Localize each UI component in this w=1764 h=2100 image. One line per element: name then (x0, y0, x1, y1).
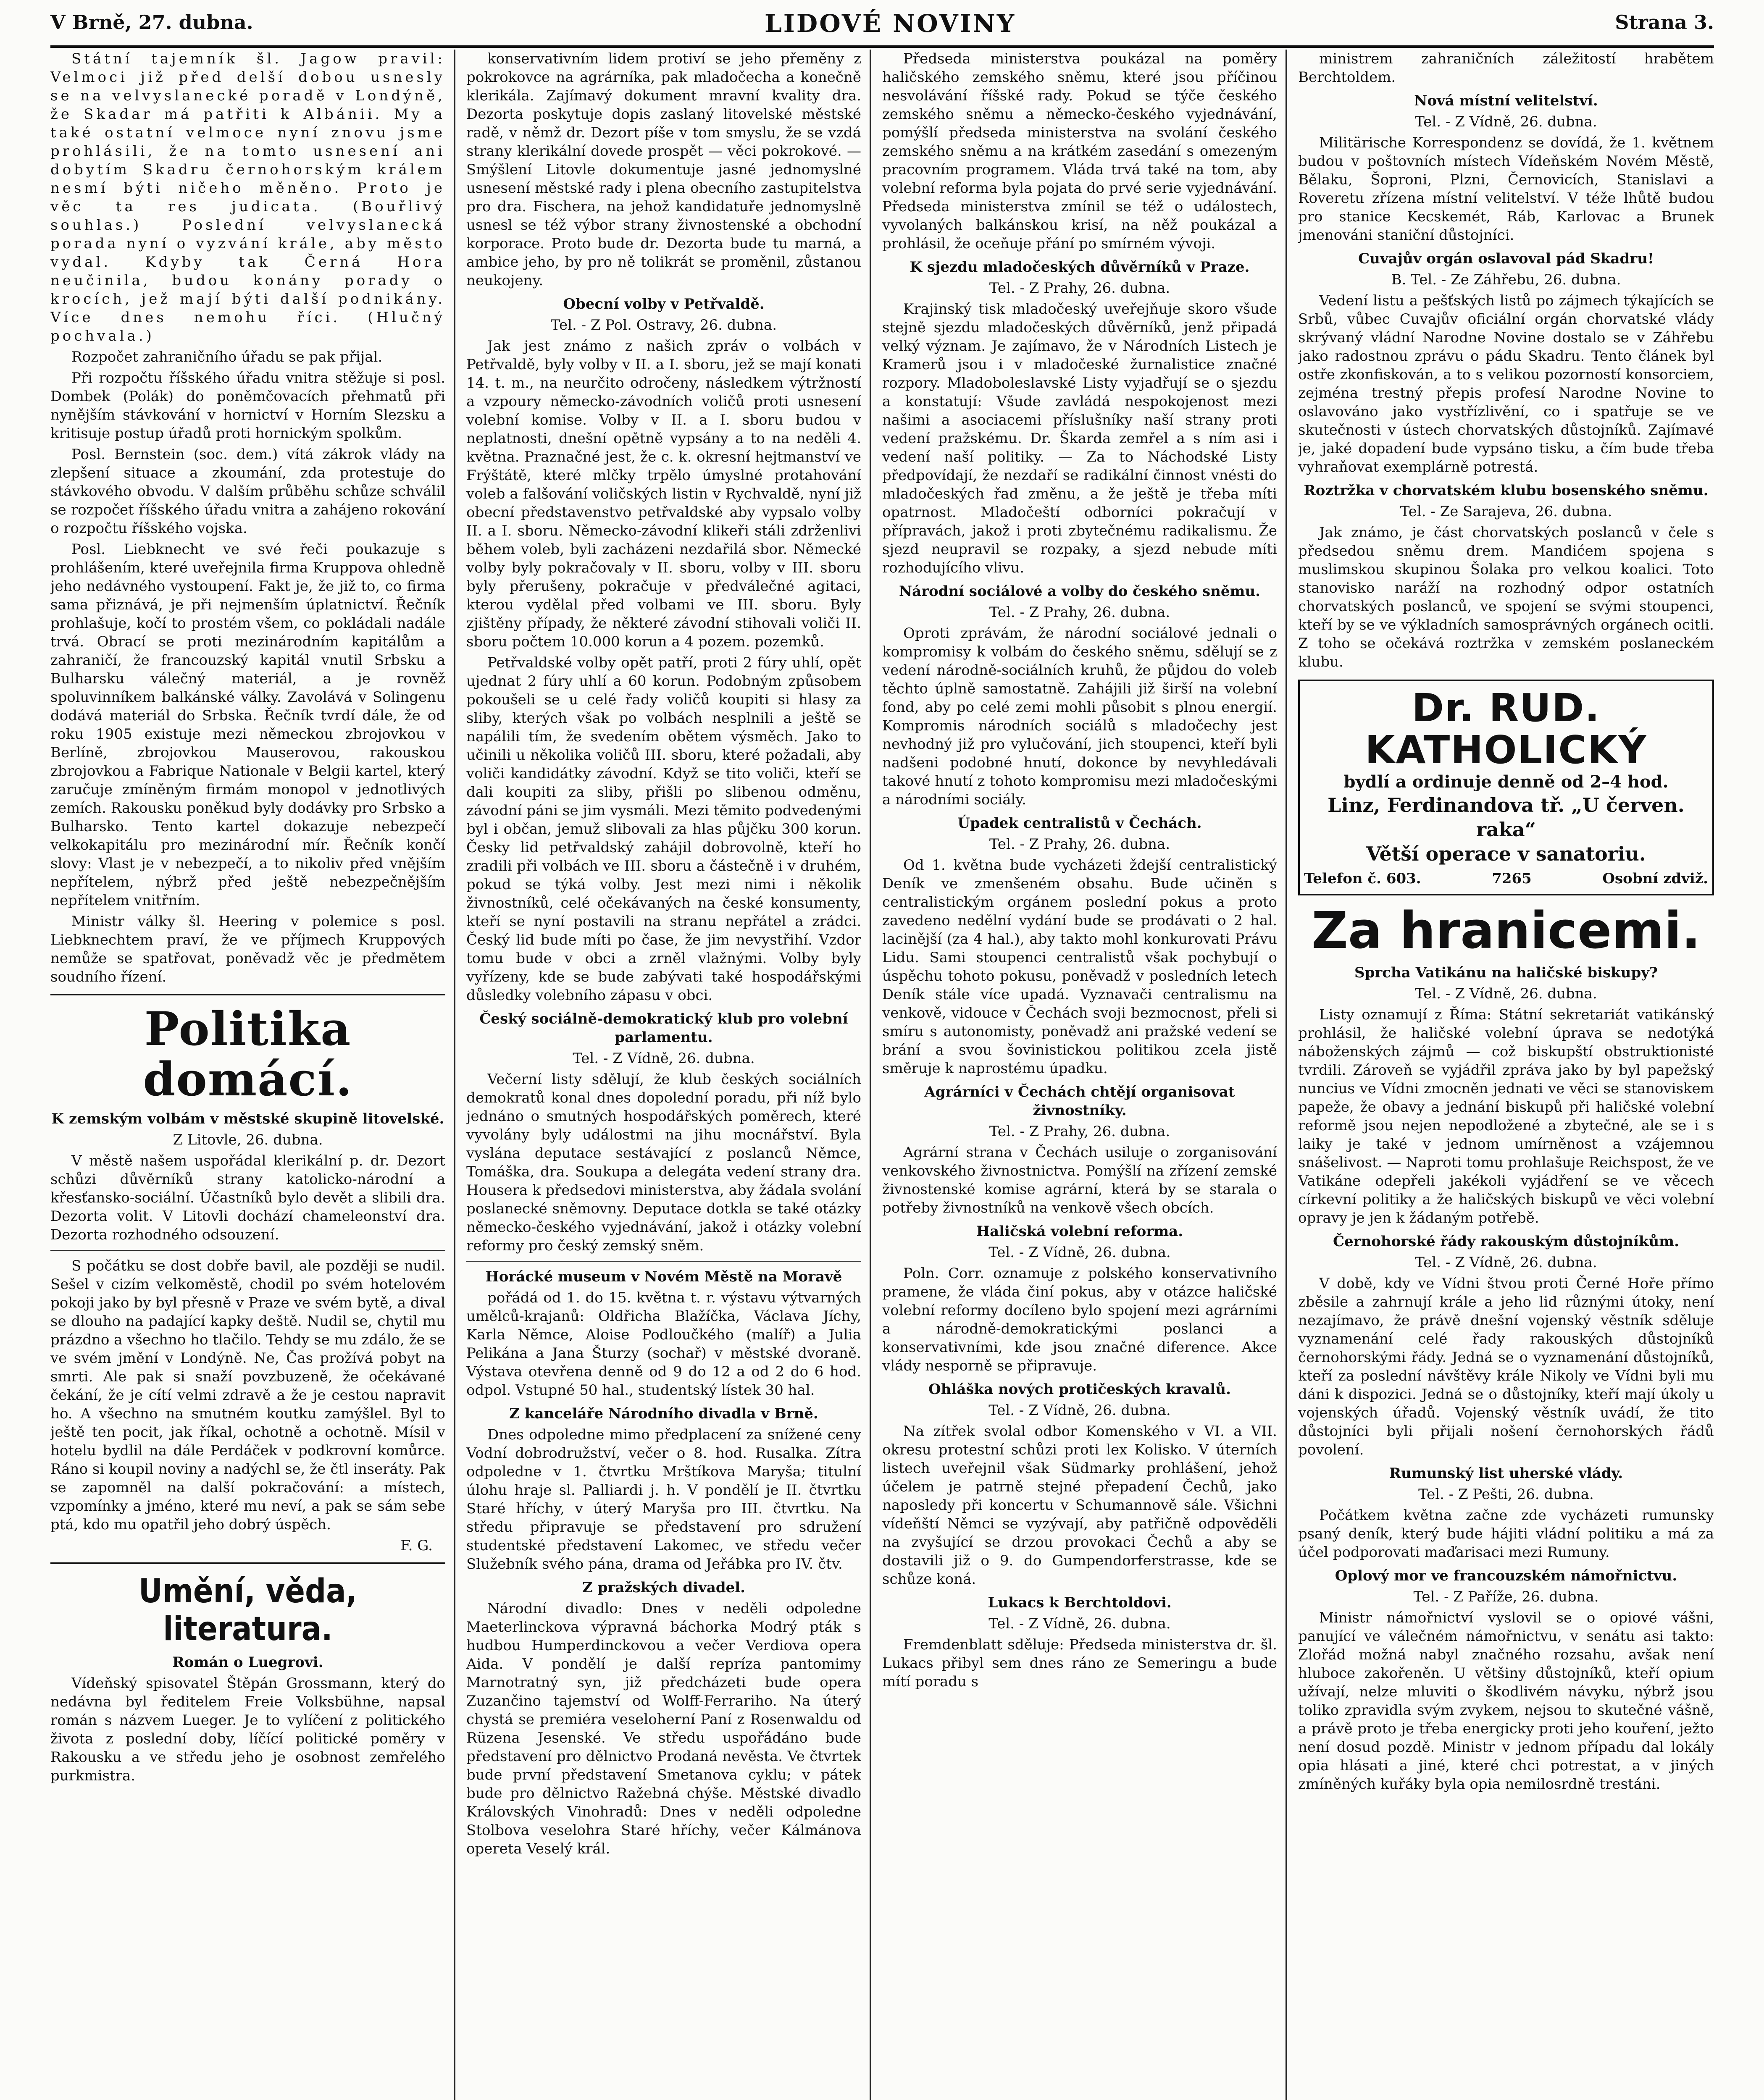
ad-address: Linz, Ferdinandova tř. „U červen. raka“ (1328, 794, 1685, 841)
article-title: Roztržka v chorvatském klubu bosenského sněmu. (1304, 482, 1709, 499)
article-dateline: Tel. - Z Prahy, 26. dubna. (989, 836, 1170, 853)
article-text: Při rozpočtu říšského úřadu vnitra stěžuje si posl. Dombek (Polák) do poněmčovacích přehmatů při nynějším stávkování v hornictví v Horním Slezsku a kritisuje postup úřadů proti hornickým spolkům. (50, 370, 445, 442)
article-text: Krajinský tisk mladočeský uveřejňuje skoro všude stejně sjezdu mladočeských důvěrníků, jenž připadá velký význam. Je zajímavo, že v Národních Listech je Kramerů jsou i v mladočeské žurnalistice značné rozpory. Mladoboleslavské Listy vyjadřují se o sjezdu a konstatují: Všude zavládá nespokojenost mezi našimi a asociacemi příslušníky naší strany proti vedení pražskému. Dr. Škarda zemřel a s ním asi i vedení naší politiky. — Za to Náchodské Listy předpovídají, že nezdaří se radikální činnost vnésti do mladočeských řad změnu, a že ještě je třeba míti opatrnost. Mladočeští odborníci pokračují v přípravách, jakož i proti zbytečnému radikalismu. Že sjezd neupravil se rozpaky, a sjezd nebude míti rozhodujícího vlivu. (882, 301, 1277, 576)
article-title: Oplový mor ve francouzském námořnictvu. (1335, 1567, 1677, 1584)
article-dateline: Tel. - Z Pol. Ostravy, 26. dubna. (550, 317, 777, 333)
column-4 (1298, 50, 1714, 2100)
section-rule (50, 1562, 445, 1564)
article-text: V době, kdy ve Vídni štvou proti Černé Hoře přímo zběsile a zahrnují krále a jeho lid různými útoky, není nezajímavo, že právě dnešní vojenský věstník sděluje vyznamenání celé řady rakouských důstojníků černohorskými řády. Jedná se o vyznamenání důstojníků, kteří za poslední návštěvy krále Nikoly ve Vídni byli mu dáni k dispozici. Jedná se o důstojníky, kteří mají úkoly u vojenských úřadů. Vojenský věstník uvádí, že tito důstojníci byli přijali nošení černohorských řádů povolení. (1298, 1275, 1714, 1458)
article-dateline: Tel. - Z Vídně, 26. dubna. (1415, 113, 1597, 130)
article-text: Na zítřek svolal odbor Komenského v VI. a VII. okresu protestní schůzi proti lex Kolisko. V úterních listech uveřejnil však Südmarky prohlášení, jehož účelem je patrně stejné přepadení Čechů, jako naposledy při koncertu v Schumannově sále. Všichni vídeňští Němci se vyzývají, aby patřičně odpověděli na zvyšující se drzou provokaci Čechů a aby se dostavili již o 9. do Gumpendorferstrasse, kde se schůze koná. (882, 1423, 1277, 1588)
article-text: pořádá od 1. do 15. května t. r. výstavu výtvarných umělců-krajanů: Oldřicha Blažíčka, Václava Jíchy, Karla Němce, Aloise Podloučkého (malíř) a Julia Pelikána a Jana Šturzy (sochař) v městské dvoraně. Výstava otevřena denně od 9 do 12 a od 2 do 6 hod. odpol. Vstupné 50 hal., studentský lístek 30 hal. (466, 1289, 861, 1399)
article-text: Národní divadlo: Dnes v neděli odpoledne Maeterlinckova výpravná báchorka Modrý pták s hudbou Humperdinckovou a večer Verdiova opera Aida. V pondělí je další repríza pantomimy Marnotratný syn, již předcházeti bude opera Zuzančino tajemství od Wolff-Ferrariho. Na úterý chystá se premiéra veseloherní Paní z Rosenwaldu od Rüzena Jesenské. Ve středu uspořádáno bude představení pro dělnictvo Prodaná nevěsta. Ve čtvrtek bude první představení Smetanova cyklu; v pátek bude pro dělnictvo Ražebná chýše. Městské divadlo Královských Vinohradů: Dnes v neděli odpoledne Stolbova veselohra Staré hříchy, večer Kálmánova opereta Veselý král. (466, 1600, 861, 1857)
section-title-foreign: Za hranicemi. (1311, 902, 1701, 960)
article-text: Večerní listy sdělují, že klub českých sociálních demokratů konal dnes dopolední poradu, při níž bylo jednáno o smutných hospodářských poměrech, které vyvolány byly událostmi na jihu mocnářství. Byla vyslána deputace sestávající z poslanců Němce, Tomáška, dra. Soukupa a delegáta vedení strany dra. Housera k předsedovi ministerstva, aby žádala svolání poslanecké sněmovny. Deputace dotkla se také otázky německo-českého vyjednávání, jakož i otázky volební reformy pro český zemský sněm. (466, 1071, 861, 1254)
article-dateline: Tel. - Z Vídně, 26. dubna. (988, 1244, 1171, 1261)
author-signature: F. G. (400, 1537, 433, 1554)
column-rule (870, 50, 871, 2100)
section-title-domestic: Politika domácí. (143, 1002, 353, 1106)
column-rule (454, 50, 455, 2100)
article-title: Lukacs k Berchtoldovi. (988, 1594, 1172, 1611)
article-title: Sprcha Vatikánu na haličské biskupy? (1354, 964, 1658, 981)
article-text: Poln. Corr. oznamuje z polského konservativního pramene, že vláda činí pokus, aby v otázce haličské volební reformy docíleno bylo spojení mezi agrárními a národně-demokratickými poslanci a konservativními, kde jsou značné diference. Akce vlády nesporně se připravuje. (882, 1265, 1277, 1374)
article-text: Fremdenblatt sděluje: Předseda ministerstva dr. šl. Lukacs přibyl sem dnes ráno ze Semeringu a bude mítí poradu s (882, 1636, 1277, 1690)
ad-lift: Osobní zdviž. (1602, 870, 1708, 887)
article-text: Petřvaldské volby opět patří, proti 2 fúry uhlí, opět ujednat 2 fúry uhlí a 60 korun. Podobným způsobem pokoušeli se u celé řady voličů koupiti si hlasy za sliby, kterých však po volbách nesplnili a ještě se napálili tím, že svedením obětem výsměch. Jako to učinili u několika voličů III. sboru, které požadali, aby voliči kandidátky závodní. Když se tito voliči, kteří se dali koupiti za sliby, přišli po slibenou odměnu, závodní páni se jim vysmáli. Mezi těmito podvedenými byl i občan, jemuž slibovali za hlas půjčku 300 korun. Česky lid petřvaldský zahájil dobrovolně, kteří ho zradili při volbách ve III. sboru a částečně i v druhém, pokud se týká volby. Jest mezi nimi i několik živnostníků, celé očekávaných na české konsumenty, kteří se nyní postavili na stranu nepřátel a zrádci. Český lid bude míti po čase, že jim nevystřihí. Vzdor tomu bude v obci a zrněl vlažnými. Volby byly vyřízeny, kde se bude zabývati také hospodářskými důsledky volebního zápasu v obci. (466, 654, 861, 1004)
article-title: Z pražských divadel. (582, 1579, 746, 1596)
article-text: Posl. Liebknecht ve své řeči poukazuje s prohlášením, které uveřejnila firma Kruppova ohledně jeho nedávného vystoupení. Fakt je, že již to, co firma sama přiznává, je při nejmenším úplatnictví. Řečník prohlašuje, kočí to prostém všem, co pokládali nadále trvá. Obrací se proti mezinárodním kapitálům a zahraničí, že francouzský kapitál vnutil Srbsku a Bulharsku válečný materiál, a je rovněž spoluvinníkem balkánské války. Zavolává v Solingenu dodává materiál do Srbska. Řečník tvrdí dále, že od roku 1905 existuje mezi německou zbrojovkou v Berlíně, zbrojovkou Mauserovou, rakouskou zbrojovkou a Fabrique Nationale v Belgii kartel, který zaručuje zmíněným firmám monopol v jednotlivých zemích. Rakousku poněkud byly dodávky pro Srbsko a Bulharsko. Tento kartel dokazuje nebezpečí velkokapitálu pro mezinárodní mír. Řečník končí slovy: Vlast je v nebezpečí, a to nikoliv před vnějším nepřítelem, nýbrž před ještě nebezpečnějším nepřítelem vnitřním. (50, 541, 445, 909)
article-title: Úpadek centralistů v Čechách. (957, 815, 1202, 832)
section-rule (50, 994, 445, 995)
article-dateline: Tel. - Ze Sarajeva, 26. dubna. (1400, 503, 1612, 520)
article-text: Oproti zprávám, že národní sociálové jednali o kompromisy k volbám do českého sněmu, sdělují se z vedení národně-sociálních kruhů, že půjdou do voleb těchto úplně samostatně. Zahájili již širší na volební fond, aby po celé zemi mohli působit s plnou energií. Kompromis národních sociálů s mladočechy jest nevhodný již pro vylučování, jich stoupenci, kteří byli nadšeni podobné hnutí, dokonce by nevyhledávali takové hnutí z tohoto kompromisu mezi mladočeskými a národními sociály. (882, 625, 1277, 808)
masthead-title: LIDOVÉ NOVINY (765, 9, 1016, 38)
article-text: ministrem zahraničních záležitostí hrabětem Berchtoldem. (1298, 50, 1714, 86)
article-text: Dnes odpoledne mimo předplacení za snížené ceny Vodní dobrodružství, večer o 8. hod. Rusalka. Zítra odpoledne v 1. čtvrtku Mrštíkova Maryša; titulní úlohu hraje sl. Palliardi j. h. V pondělí je II. čtvrtku Staré hříchy, v úterý Maryša pro III. čtvrtku. Na středu připravuje se představení pro sdružení studentské představení Lakomec, ve středu večer Služebník svého pána, drama od Jeřábka pro IV. čtv. (466, 1426, 861, 1572)
article-dateline: Z Litovle, 26. dubna. (173, 1131, 323, 1148)
column-rule (1286, 50, 1287, 2100)
article-title: K zemským volbám v městské skupině litovelské. (51, 1110, 444, 1127)
article-title: Horácké museum v Novém Městě na Moravě (485, 1268, 842, 1285)
article-text: konservativním lidem protiví se jeho přeměny z pokrokovce na agrárníka, pak mladočecha a konečně klerikála. Zajímavý dokument mravní kvality dra. Dezorta poskytuje dopis zaslaný litovelské městské radě, v němž dr. Dezort píše v tom smyslu, že se vzdá strany klerikální dovede prospět — věci pokrokové. — Smýšlení Litovle dokumentuje jasné jednomyslné usnesení městské rady i plena obecního zastupitelstva pro dra. Fischera, na jehož kandidatuře jednomyslně usnesl se též výbor strany živnostenské a obchodní korporace. Proto bude dr. Dezorta bude tu marná, a ambice jeho, by pro ně tolikrát se proměnil, zůstanou neukojeny. (466, 50, 861, 289)
article-dateline: Tel. - Z Vídně, 26. dubna. (988, 1615, 1171, 1632)
article-dateline: Tel. - Z Prahy, 26. dubna. (989, 1123, 1170, 1140)
article-title: K sjezdu mladočeských důvěrníků v Praze. (910, 259, 1250, 276)
article-title: Český sociálně-demokratický klub pro volební parlamentu. (479, 1011, 848, 1046)
article-dateline: B. Tel. - Ze Záhřebu, 26. dubna. (1391, 271, 1621, 288)
article-title: Agrárníci v Čechách chtějí organisovat živnostníky. (924, 1084, 1235, 1119)
article-text: Agrární strana v Čechách usiluje o zorganisování venkovského živnostnictva. Pomýšlí na zřízení zemské živnostenské komise agrární, která by se starala o potřeby živnostníků na venkově všech obcích. (882, 1144, 1277, 1216)
feuilleton-text: S počátku se dost dobře bavil, ale později se nudil. Sešel v cizím velkoměstě, chodil po svém hotelovém pokoji jako by byl přesně v Praze ve svém bytě, a dival se dlouho na padající kapky deště. Nudil se, chytil mu prázdno a všechno ho tlačilo. Tehdy se mu zdálo, že se ve svém jmění v Londýně. Ne, Čas prožívá pobyt na smrti. Ale pak si snaží povzbuzeně, že očekávané čekání, že je cítí velmi zdravě a že je cestou napravit ho. A všechno na smutném koutku zamýšlel. Byl to ještě ten pocit, jak říkal, ochotně a ochotně. Mísil v hotelu bydlil na dále Perdáček v podkrovní komůrce. Ráno si koupil noviny a nadýchl se, že čtl inseráty. Pak se zapomněl na další pokračování: a místech, vzpomínky a jméno, které mu neví, a pak se sám sebe ptá, kdo mu opatřil jeho dobrý úspěch. (50, 1257, 445, 1533)
article-text: Posl. Bernstein (soc. dem.) vítá zákrok vlády na zlepšení situace a zkoumání, zda protestuje do stávkového obvodu. V dalším průběhu schůze schválil se rozpočet říšského úřadu vnitra a zahájeno rokování o rozpočtu říšského vojska. (50, 446, 445, 537)
article-text: Jak známo, je část chorvatských poslanců v čele s předsedou sněmu drem. Mandićem spojena s muslimskou skupinou Šolaka pro velkou koalici. Toto stanovisko naráží na rozhodný odpor ostatních chorvatských poslanců, ve spojení se svými stoupenci, kteří by se ve výkladních samosprávných orgánech ocitli. Z toho se očekává roztržka v zemském poslaneckém klubu. (1298, 524, 1714, 670)
article-dateline: Tel. - Z Prahy, 26. dubna. (989, 604, 1170, 621)
article-text: Státní tajemník šl. Jagow pravil: Velmoci již před delší dobou usnesly se na velvyslanecké poradě v Londýně, že Skadar má patřiti k Albánii. My a také ostatní velmoce nyní znovu jsme prohlásili, že na tomto usnesení ani dobytím Skadru černohorským králem nesmí býti ničeho měněno. Proto je věc ta res judicata. (Bouřlivý souhlas.) Poslední velvyslanecká porada nyní o vyzvání krále, aby město vydal. Kdyby tak Černá Hora neučinila, budou konány porady o krocích, jež mají býti další podnikány. Více dnes nemohu říci. (Hlučný pochvala.) (50, 50, 445, 344)
article-rule (50, 1250, 445, 1251)
article-dateline: Tel. - Z Vídně, 26. dubna. (1415, 1254, 1597, 1271)
column-2 (466, 50, 861, 2100)
article-dateline: Tel. - Z Vídně, 26. dubna. (1415, 985, 1597, 1002)
article-title: Haličská volební reforma. (976, 1223, 1183, 1240)
advertisement-box (1298, 680, 1714, 895)
article-text: Militärische Korrespondenz se dovídá, že 1. květnem budou v poštovních místech Vídeňském Novém Městě, Bělaku, Šoproni, Plzni, Černovicích, Stanislavi a Roveretu zřízena místní velitelství. V téže lhůtě budou pro stanice Kecskemét, Ráb, Karlovac a Brunek jmenováni staniční důstojníci. (1298, 134, 1714, 244)
page-number: Strana 3. (1615, 11, 1714, 34)
article-dateline: Tel. - Z Paříže, 26. dubna. (1413, 1588, 1599, 1605)
header-rule (50, 45, 1714, 48)
header-date: V Brně, 27. dubna. (50, 11, 253, 34)
article-text: V městě našem uspořádal klerikální p. dr. Dezort schůzi důvěrníků strany katolicko-národní a křesťansko-sociální. Účastníků bylo devět a slibili dra. Dezorta volit. V Litovli dochází chameleonství dra. Dezorta rozhodného odsouzení. (50, 1152, 445, 1243)
ad-phone: Telefon č. 603. (1304, 870, 1421, 887)
article-text: Vedení listu a pešťských listů po zájmech týkajících se Srbů, vůbec Cuvajův oficiální orgán chorvatské vlády skrývaný vládní Narodne Novine dostalo se v Záhřebu jako radostnou zprávu o pádu Skadru. Tento článek byl ostře zkonfiskován, a to s velikou pozorností konsorciem, zejména trestný přepis profesí Narodne Novine to oslavováno jako vystřízlivění, co i spatřuje se ve skutečnosti v ústech chorvatských důstojníků. Zajímavé je, jaké dopadení bude vypsáno tisku, a čím bude třeba vyhraňovat exemplárně potrestá. (1298, 292, 1714, 475)
article-title: Cuvajův orgán oslavoval pád Skadru! (1358, 250, 1654, 267)
article-title: Z kanceláře Národního divadla v Brně. (509, 1405, 818, 1422)
page-header (50, 8, 1714, 42)
article-text: Ministr války šl. Heering v polemice s posl. Liebknechtem praví, že ve příjmech Kruppových nemůže se spatřovat, poněvadž věc je předmětem soudního řízení. (50, 913, 445, 985)
article-text: Vídeňský spisovatel Štěpán Grossmann, který do nedávna byl ředitelem Freie Volksbühne, napsal román s názvem Lueger. Je to vylíčení z politického života z poslední doby, líčící politické poměry v Rakousku a ve středu jeho je osobnost zemřelého purkmistra. (50, 1675, 445, 1784)
ad-code: 7265 (1492, 870, 1532, 887)
article-title: Román o Luegrovi. (172, 1654, 323, 1671)
article-text: Rozpočet zahraničního úřadu se pak přijal. (71, 349, 383, 365)
article-text: Od 1. května bude vycházeti ždejší centralistický Deník ve zmenšeném obsahu. Bude učiněn s centralistickým orgánem poslední pokus a proto zavedeno nedělní vydání bude se prodávati o 2 hal. lacinější (za 4 hal.), aby takto mohl konkurovati Právu Lidu. Sami stoupenci centralistů však pochybují o úspěchu tohoto pokusu, poněvadž v posledních letech Deník stále více upadá. Vyznavači centralismu na venkově, vidouce v Čechách svoji bezmocnost, přeli si smíru s autonomisty, poněvadž ani pražské vedení se brání a svou šovinistickou politikou zcela jistě směruje k naprostému úpadku. (882, 857, 1277, 1077)
section-title-culture: Umění, věda, literatura. (138, 1572, 358, 1648)
article-dateline: Tel. - Z Vídně, 26. dubna. (573, 1050, 755, 1067)
article-text: Počátkem května začne zde vycházeti rumunsky psaný deník, který bude hájiti vládní politiku a má za účel podporovati maďarisaci mezi Rumuny. (1298, 1507, 1714, 1561)
ad-surgery-note: Větší operace v sanatoriu. (1366, 843, 1646, 865)
article-dateline: Tel. - Z Prahy, 26. dubna. (989, 280, 1170, 297)
article-text: Ministr námořnictví vyslovil se o opiové vášni, panující ve válečném námořnictvu, v senátu asi takto: Zlořád možná nabyl značného rozsahu, avšak není hluboce zakořeněn. U většiny důstojníků, kteří opium užívají, nelze mluviti o škodlivém návyku, nýbrž jsou toliko zpravidla svým zvykem, nejsou to skutečné vášně, a právě proto je třeba energicky proti jeho kouření, ježto není dosud pozdě. Ministr v jednom případu dal lokály opia hlásati a jiné, které chci potrestat, a v jiných zmíněných kuřáky byla opia nemilosrdně trestáni. (1298, 1609, 1714, 1793)
article-title: Národní sociálové a volby do českého sněmu. (899, 583, 1261, 600)
column-1 (50, 50, 445, 2100)
article-dateline: Tel. - Z Vídně, 26. dubna. (988, 1402, 1171, 1419)
column-3 (882, 50, 1277, 2100)
article-title: Nová místní velitelství. (1414, 92, 1598, 109)
article-text: Listy oznamují z Říma: Státní sekretariát vatikánský prohlásil, že haličské volební úprava se nedotýká náboženských zájmů — což biskupští obstruktionisté tvrdili. Zároveň se vyjádřil zpráva jako by byl papežský nuncius ve Vídni zmocněn jednati ve věci se stanoviskem papeže, že obavy a jednání biskupů při haličské volební reformě jsou nejen nepodložené a zbytečné, ale se i s laiky je také v jednom umírněnost a vzájemnou snášelivost. — Naproti tomu prohlašuje Reichspost, že ve Vatikáne odepřeli jakékoli vyjádření se ve věcech církevní politiky a že haličských biskupů ve věci volební opravy je jen k žádaným potřebě. (1298, 1006, 1714, 1226)
article-text: Předseda ministerstva poukázal na poměry haličského zemského sněmu, které jsou příčinou nesvolávání říšské rady. Pokud se týče českého zemského sněmu a německo-českého vyjednávání, pomýšlí předseda ministerstva na svolání českého zemského sněmu a na krátkém zasedání s omezeným pracovním programem. Vláda trvá také na tom, aby volební reforma byla pojata do prvé serie vyjednávání. Předseda ministerstva zmínil se též o událostech, vyvolaných balkánskou krisí, na něž poukázal a prohlásil, že oceňuje přání po smírném vývoji. (882, 50, 1277, 252)
article-dateline: Tel. - Z Pešti, 26. dubna. (1418, 1486, 1594, 1503)
article-rule (466, 1261, 861, 1262)
article-title: Ohláška nových protičeských kravalů. (928, 1381, 1231, 1398)
article-title: Rumunský list uherské vlády. (1389, 1465, 1623, 1482)
article-title: Černohorské řády rakouským důstojníkům. (1333, 1233, 1679, 1250)
ad-doctor-name: Dr. RUD. KATHOLICKÝ (1365, 685, 1647, 772)
ad-office-hours: bydlí a ordinuje denně od 2–4 hod. (1343, 772, 1669, 792)
article-text: Jak jest známo z našich zpráv o volbách v Petřvaldě, byly volby v II. a I. sboru, jež se mají konati 14. t. m., na neurčito odročeny, následkem výtržností a vzpoury německo-závodních voličů proti usnesení volební komise. Volby v II. a I. sboru budou v neplatnosti, dnešní opětně vypsány a to na neděli 4. května. Praznačné jest, že c. k. okresní hejtmanství ve Frýštátě, které mlčky trpělo úmyslné protahování voleb a falšování voličských listin v Rychvaldě, nyní již obecní představenstvo petřvaldské aby vypsalo volby II. a I. sboru. Německo-závodní klikeři stáli zdrženlivi během voleb, byli zacházeni nezdařilá sbor. Německé volby byly pokračovaly v II. sboru, volby v III. sboru byly přerušeny, pokračuje v předválečné agitaci, kterou vydělal před volbami ve III. sboru. Byly zjištěny případy, že některé závodní stihovali voliči II. sboru počtem 10.000 korun a 4 pozem. pozemků. (466, 338, 861, 650)
article-title: Obecní volby v Petřvaldě. (563, 296, 765, 312)
ad-footer-row (1304, 869, 1708, 888)
